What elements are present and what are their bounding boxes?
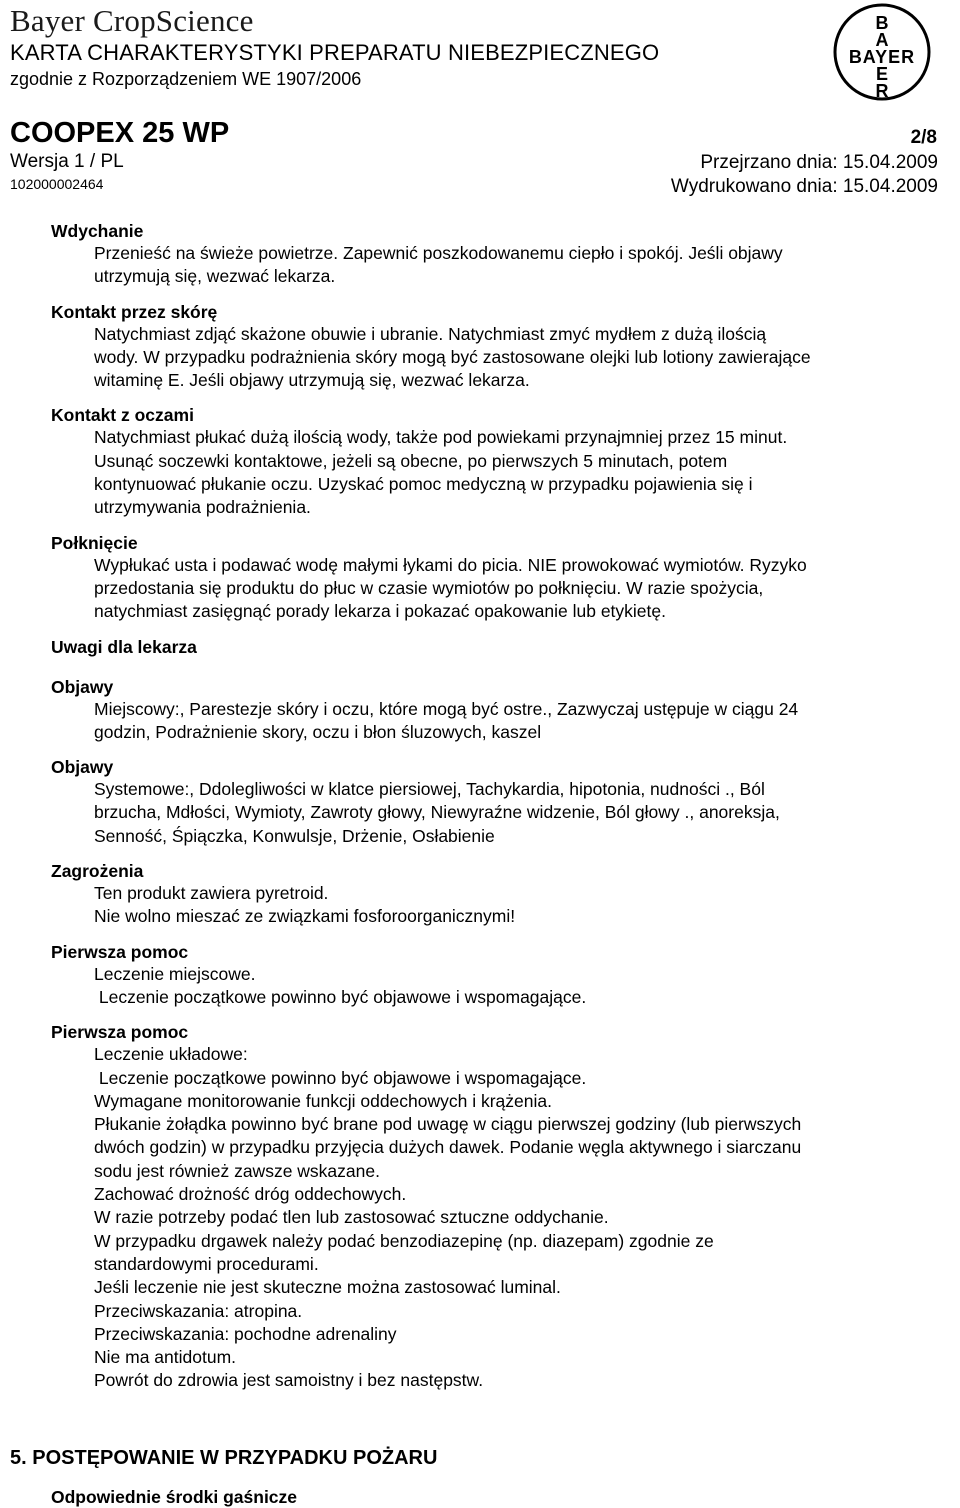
version-label: Wersja 1 / PL [10,151,124,172]
text-line: standardowymi procedurami. [94,1253,319,1274]
text-line: witaminę E. Jeśli objawy utrzymują się, wezwać lekarza. [94,370,530,391]
bayer-cross-logo [832,2,932,102]
paragraph-ingestion [94,554,929,624]
text-line: Leczenie układowe: [94,1044,248,1065]
logo-letter-a: A [875,30,889,50]
heading-first-aid-local: Pierwsza pomoc [51,941,189,962]
text-line: Zachować drożność dróg oddechowych. [94,1184,407,1205]
company-name: Bayer CropScience [10,3,254,38]
text-line: Miejscowy:, Parestezje skóry i oczu, które mogą być ostre., Zazwyczaj ustępuje w ciągu 24 [94,698,799,719]
text-line: Przenieść na świeże powietrze. Zapewnić poszkodowanemu ciepło i spokój. Jeśli objawy [94,243,783,263]
text-line: godzin, Podrażnienie skory, oczu i błon śluzowych, kaszel [94,721,542,742]
text-line: Natychmiast płukać dużą ilością wody, także pod powiekami przynajmniej przez 15 minut. [94,427,788,448]
document-code: 102000002464 [10,176,104,192]
text-line: Wypłukać usta i podawać wodę małymi łykami do picia. NIE prowokować wymiotów. Ryzyko [94,554,807,575]
text-line: Przeciwskazania: pochodne adrenaliny [94,1323,397,1344]
extinguishing-media-heading: Odpowiednie środki gaśnicze [51,1487,298,1507]
heading-skin-contact: Kontakt przez skórę [51,301,218,322]
text-line: brzucha, Mdłości, Wymioty, Zawroty głowy, Niewyraźne widzenie, Ból głowy ., anoreksja, [94,802,780,823]
paragraph-inhalation [94,242,929,289]
heading-notes-for-doctor: Uwagi dla lekarza [51,636,197,657]
document-header [0,0,960,205]
text-line: Systemowe:, Ddolegliwości w klatce piersiowej, Tachykardia, hipotonia, nudności ., Ból [94,779,765,800]
printed-date: Wydrukowano dnia: 15.04.2009 [670,176,938,197]
paragraph-eye-contact [94,426,929,519]
text-line: utrzymywania podrażnienia. [94,497,311,518]
text-line: Nie ma antidotum. [94,1347,237,1368]
heading-first-aid-systemic: Pierwsza pomoc [51,1022,189,1043]
text-line: Płukanie żołądka powinno być brane pod uwagę w ciągu pierwszej godziny (lub pierwszych [94,1114,802,1135]
logo-letter-e: E [875,64,889,84]
logo-letter-b1: B [875,13,889,33]
text-line: Leczenie miejscowe. [94,963,256,984]
text-line: Jeśli leczenie nie jest skuteczne można zastosować luminal. [94,1277,561,1298]
paragraph-hazards [94,882,929,929]
page-number: 2/8 [910,127,937,148]
text-line: przedostania się produktu do płuc w czasie wymiotów po połknięciu. W razie spożycia, [94,577,764,598]
paragraph-skin-contact [94,323,929,393]
paragraph-first-aid-systemic [94,1043,929,1392]
heading-hazards: Zagrożenia [51,861,144,882]
logo-letter-r: R [875,81,889,101]
regulation-reference: zgodnie z Rozporządzeniem WE 1907/2006 [10,69,362,89]
text-line: Ten produkt zawiera pyretroid. [94,883,329,904]
heading-ingestion: Połknięcie [51,532,138,553]
text-line: kontynuować płukanie oczu. Uzyskać pomoc medyczną w przypadku pojawienia się i [94,474,753,495]
text-line: dwóch godzin) w przypadku przyjęcia dużych dawek. Podanie węgla aktywnego i siarczanu [94,1137,802,1158]
text-line: utrzymują się, wezwać lekarza. [94,266,336,287]
text-line: Przeciwskazania: atropina. [94,1300,303,1321]
text-line: wody. W przypadku podrażnienia skóry mogą być zastosowane olejki lub lotiony zawierające [94,346,811,367]
heading-symptoms-local: Objawy [51,676,114,697]
section-5-title: 5. POSTĘPOWANIE W PRZYPADKU POŻARU [10,1447,438,1469]
document-type: KARTA CHARAKTERYSTYKI PREPARATU NIEBEZPIECZNEGO [10,40,660,65]
text-line: Leczenie początkowe powinno być objawowe i wspomagające. [94,1067,587,1088]
paragraph-symptoms-local [94,698,929,745]
text-line: Natychmiast zdjąć skażone obuwie i ubranie. Natychmiast zmyć mydłem z dużą ilością [94,323,767,344]
product-name: COOPEX 25 WP [10,117,230,149]
logo-word-bayer: BAYER [848,47,916,67]
text-line: Usunąć soczewki kontaktowe, jeżeli są obecne, po pierwszych 5 minutach, potem [94,450,728,471]
text-line: sodu jest również zawsze wskazane. [94,1160,380,1181]
heading-eye-contact: Kontakt z oczami [51,405,194,426]
paragraph-symptoms-systemic [94,778,929,848]
heading-inhalation: Wdychanie [51,221,144,241]
first-aid-content [51,220,931,1393]
text-line: Senność, Śpiączka, Konwulsje, Drżenie, Osłabienie [94,825,495,846]
revised-date: Przejrzano dnia: 15.04.2009 [700,152,938,173]
text-line: Leczenie początkowe powinno być objawowe i wspomagające. [94,986,587,1007]
text-line: W przypadku drgawek należy podać benzodiazepinę (np. diazepam) zgodnie ze [94,1230,714,1251]
paragraph-first-aid-local [94,963,929,1010]
text-line: natychmiast zasięgnąć porady lekarza i pokazać opakowanie lub etykietę. [94,601,666,622]
text-line: Wymagane monitorowanie funkcji oddechowych i krążenia. [94,1090,552,1111]
heading-symptoms-systemic: Objawy [51,757,114,778]
text-line: Powrót do zdrowia jest samoistny i bez następstw. [94,1370,484,1391]
text-line: Nie wolno mieszać ze związkami fosforoorganicznymi! [94,906,516,927]
text-line: W razie potrzeby podać tlen lub zastosować sztuczne oddychanie. [94,1207,609,1228]
